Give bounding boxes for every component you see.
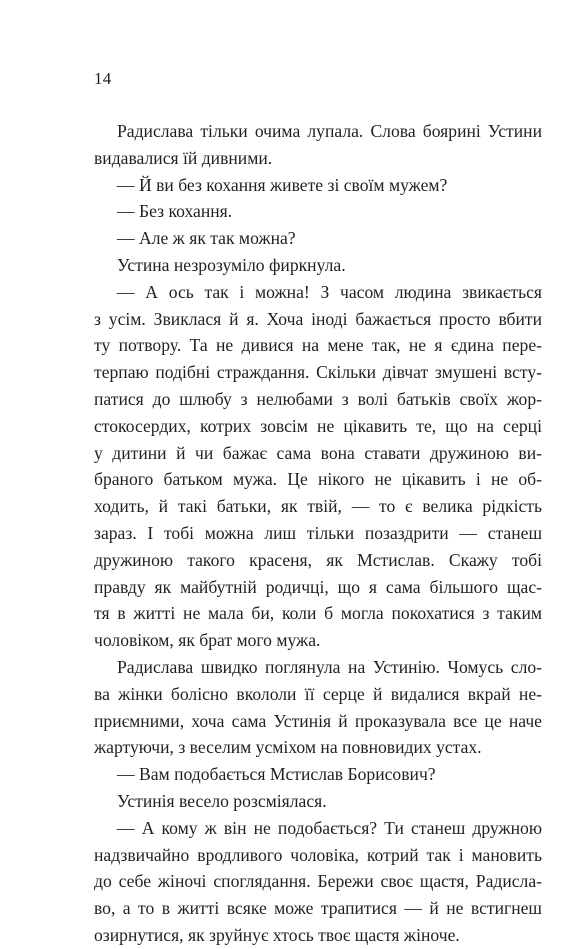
- text-line: Устина незрозуміло фиркнула.: [117, 254, 346, 275]
- text-line: во, а то в житті всяке може трапитися — й не встигнеш: [94, 898, 542, 919]
- text-line: — Вам подобається Мстислав Борисович?: [117, 764, 436, 785]
- page-number: 14: [94, 69, 112, 88]
- text-line: у дитини й чи бажає сама вона ставати дружиною ви-: [94, 442, 542, 463]
- text-line: — А кому ж він не подобається? Ти станеш дружною: [117, 817, 542, 838]
- text-line: — Але ж як так можна?: [117, 228, 296, 249]
- text-line: ту потвору. Та не дивися на мене так, не я єдина пере-: [94, 335, 542, 356]
- text-line: з усім. Звиклася й я. Хоча іноді бажається просто вбити: [94, 308, 542, 329]
- text-line: стокосердих, котрих зовсім не цікавить те, що на серці: [94, 415, 542, 436]
- body-text: [94, 118, 542, 949]
- text-line: чоловіком, як брат мого мужа.: [94, 630, 321, 651]
- text-line: Устинія весело розсміялася.: [117, 790, 327, 811]
- text-line: приємними, хоча сама Устинія й проказувала все це наче: [94, 710, 542, 731]
- text-line: тя в житті не мала би, коли б могла покохатися з таким: [94, 603, 542, 624]
- text-line: Радислава швидко поглянула на Устинію. Чомусь сло-: [117, 656, 542, 677]
- text-line: Радислава тільки очима лупала. Слова боярині Устини: [117, 121, 542, 141]
- text-line: зараз. І тобі можна лиш тільки позаздрити — станеш: [94, 522, 542, 543]
- text-line: дружиною такого красеня, як Мстислав. Скажу тобі: [94, 549, 542, 570]
- text-line: — Й ви без кохання живете зі своїм мужем?: [117, 174, 448, 195]
- text-line: до себе жіночі споглядання. Бережи своє щастя, Радисла-: [94, 871, 542, 892]
- text-line: ходить, й такі батьки, як твій, — то є велика рідкість: [94, 496, 542, 517]
- text-line: браного батьком мужа. Це нікого не цікавить і не об-: [94, 469, 542, 490]
- text-line: надзвичайно вродливого чоловіка, котрий так і мановить: [94, 844, 542, 865]
- text-line: — А ось так і можна! З часом людина звикається: [117, 281, 542, 302]
- text-line: жартуючи, з веселим усміхом на повновидих устах.: [94, 737, 482, 758]
- text-line: патися до шлюбу з нелюбами з волі батьків своїх жор-: [94, 388, 542, 409]
- text-line: терпаю подібні страждання. Скільки дівчат змушені всту-: [94, 362, 542, 383]
- text-line: озирнутися, як зруйнує хтось твоє щастя жіноче.: [94, 924, 460, 945]
- text-line: ва жінки болісно вкололи її серце й видалися вкрай не-: [94, 683, 542, 704]
- text-line: видавалися їй дивними.: [94, 147, 273, 168]
- text-line: правду як майбутній родичці, що я сама більшого щас-: [94, 576, 542, 597]
- text-line: — Без кохання.: [117, 201, 233, 222]
